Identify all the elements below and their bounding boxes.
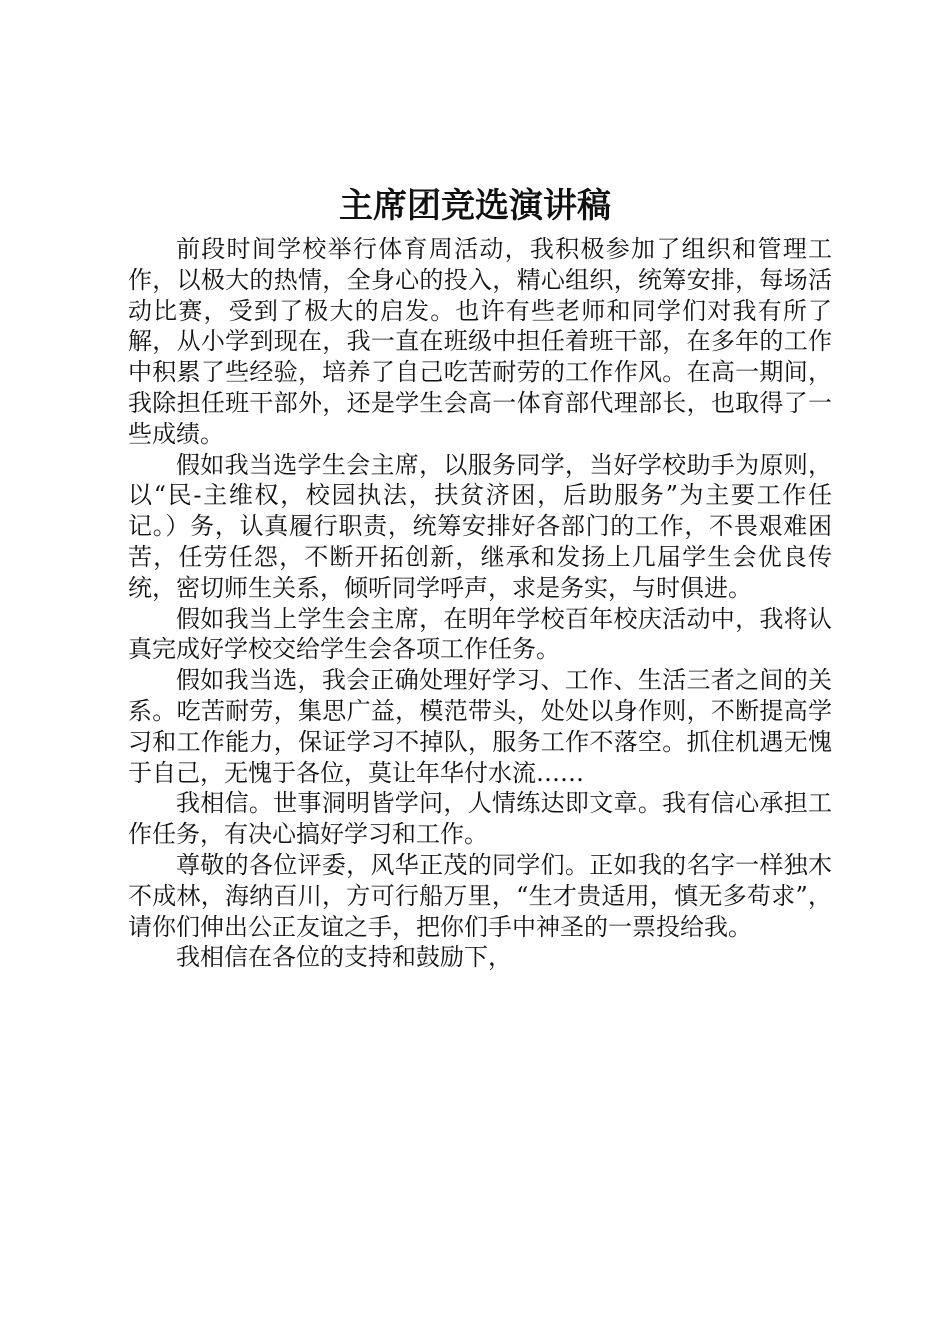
paragraph-2: 假如我当选学生会主席，以服务同学，当好学校助手为原则，以“民-主维权，校园执法，扶贫济困，后助服务”为主要工作任记。）务，认真履行职责，统筹安排好各部门的工作，不畏艰难困苦，任劳任怨，不断开拓创新，继承和发扬上几届学生会优良传统，密切师生关系，倾听同学呼声，求是务实，与时俱进。 [128,450,832,602]
paragraph-4: 假如我当选，我会正确处理好学习、工作、生活三者之间的关系。吃苦耐劳，集思广益，模范带头，处处以身作则，不断提高学习和工作能力，保证学习不掉队，服务工作不落空。抓住机遇无愧于自己，无愧于各位，莫让年华付水流…… [128,666,832,787]
paragraph-3: 假如我当上学生会主席，在明年学校百年校庆活动中，我将认真完成好学校交给学生会各项工作任务。 [128,604,832,664]
document-body [128,234,832,973]
document-title: 主席团竞选演讲稿 [339,186,611,226]
paragraph-6: 尊敬的各位评委，风华正茂的同学们。正如我的名字一样独木不成林，海纳百川，方可行船万里，“生才贵适用，慎无多苟求”，请你们伸出公正友谊之手，把你们手中神圣的一票投给我。 [128,850,832,941]
paragraph-1: 前段时间学校举行体育周活动，我积极参加了组织和管理工作，以极大的热情，全身心的投入，精心组织，统筹安排，每场活动比赛，受到了极大的启发。也许有些老师和同学们对我有所了解，从小学到现在，我一直在班级中担任着班干部，在多年的工作中积累了些经验，培养了自己吃苦耐劳的工作作风。在高一期间，我除担任班干部外，还是学生会高一体育部代理部长，也取得了一些成绩。 [128,235,832,448]
paragraph-7: 我相信在各位的支持和鼓励下， [176,943,512,972]
paragraph-5: 我相信。世事洞明皆学问，人情练达即文章。我有信心承担工作任务，有决心搞好学习和工作。 [128,789,832,849]
